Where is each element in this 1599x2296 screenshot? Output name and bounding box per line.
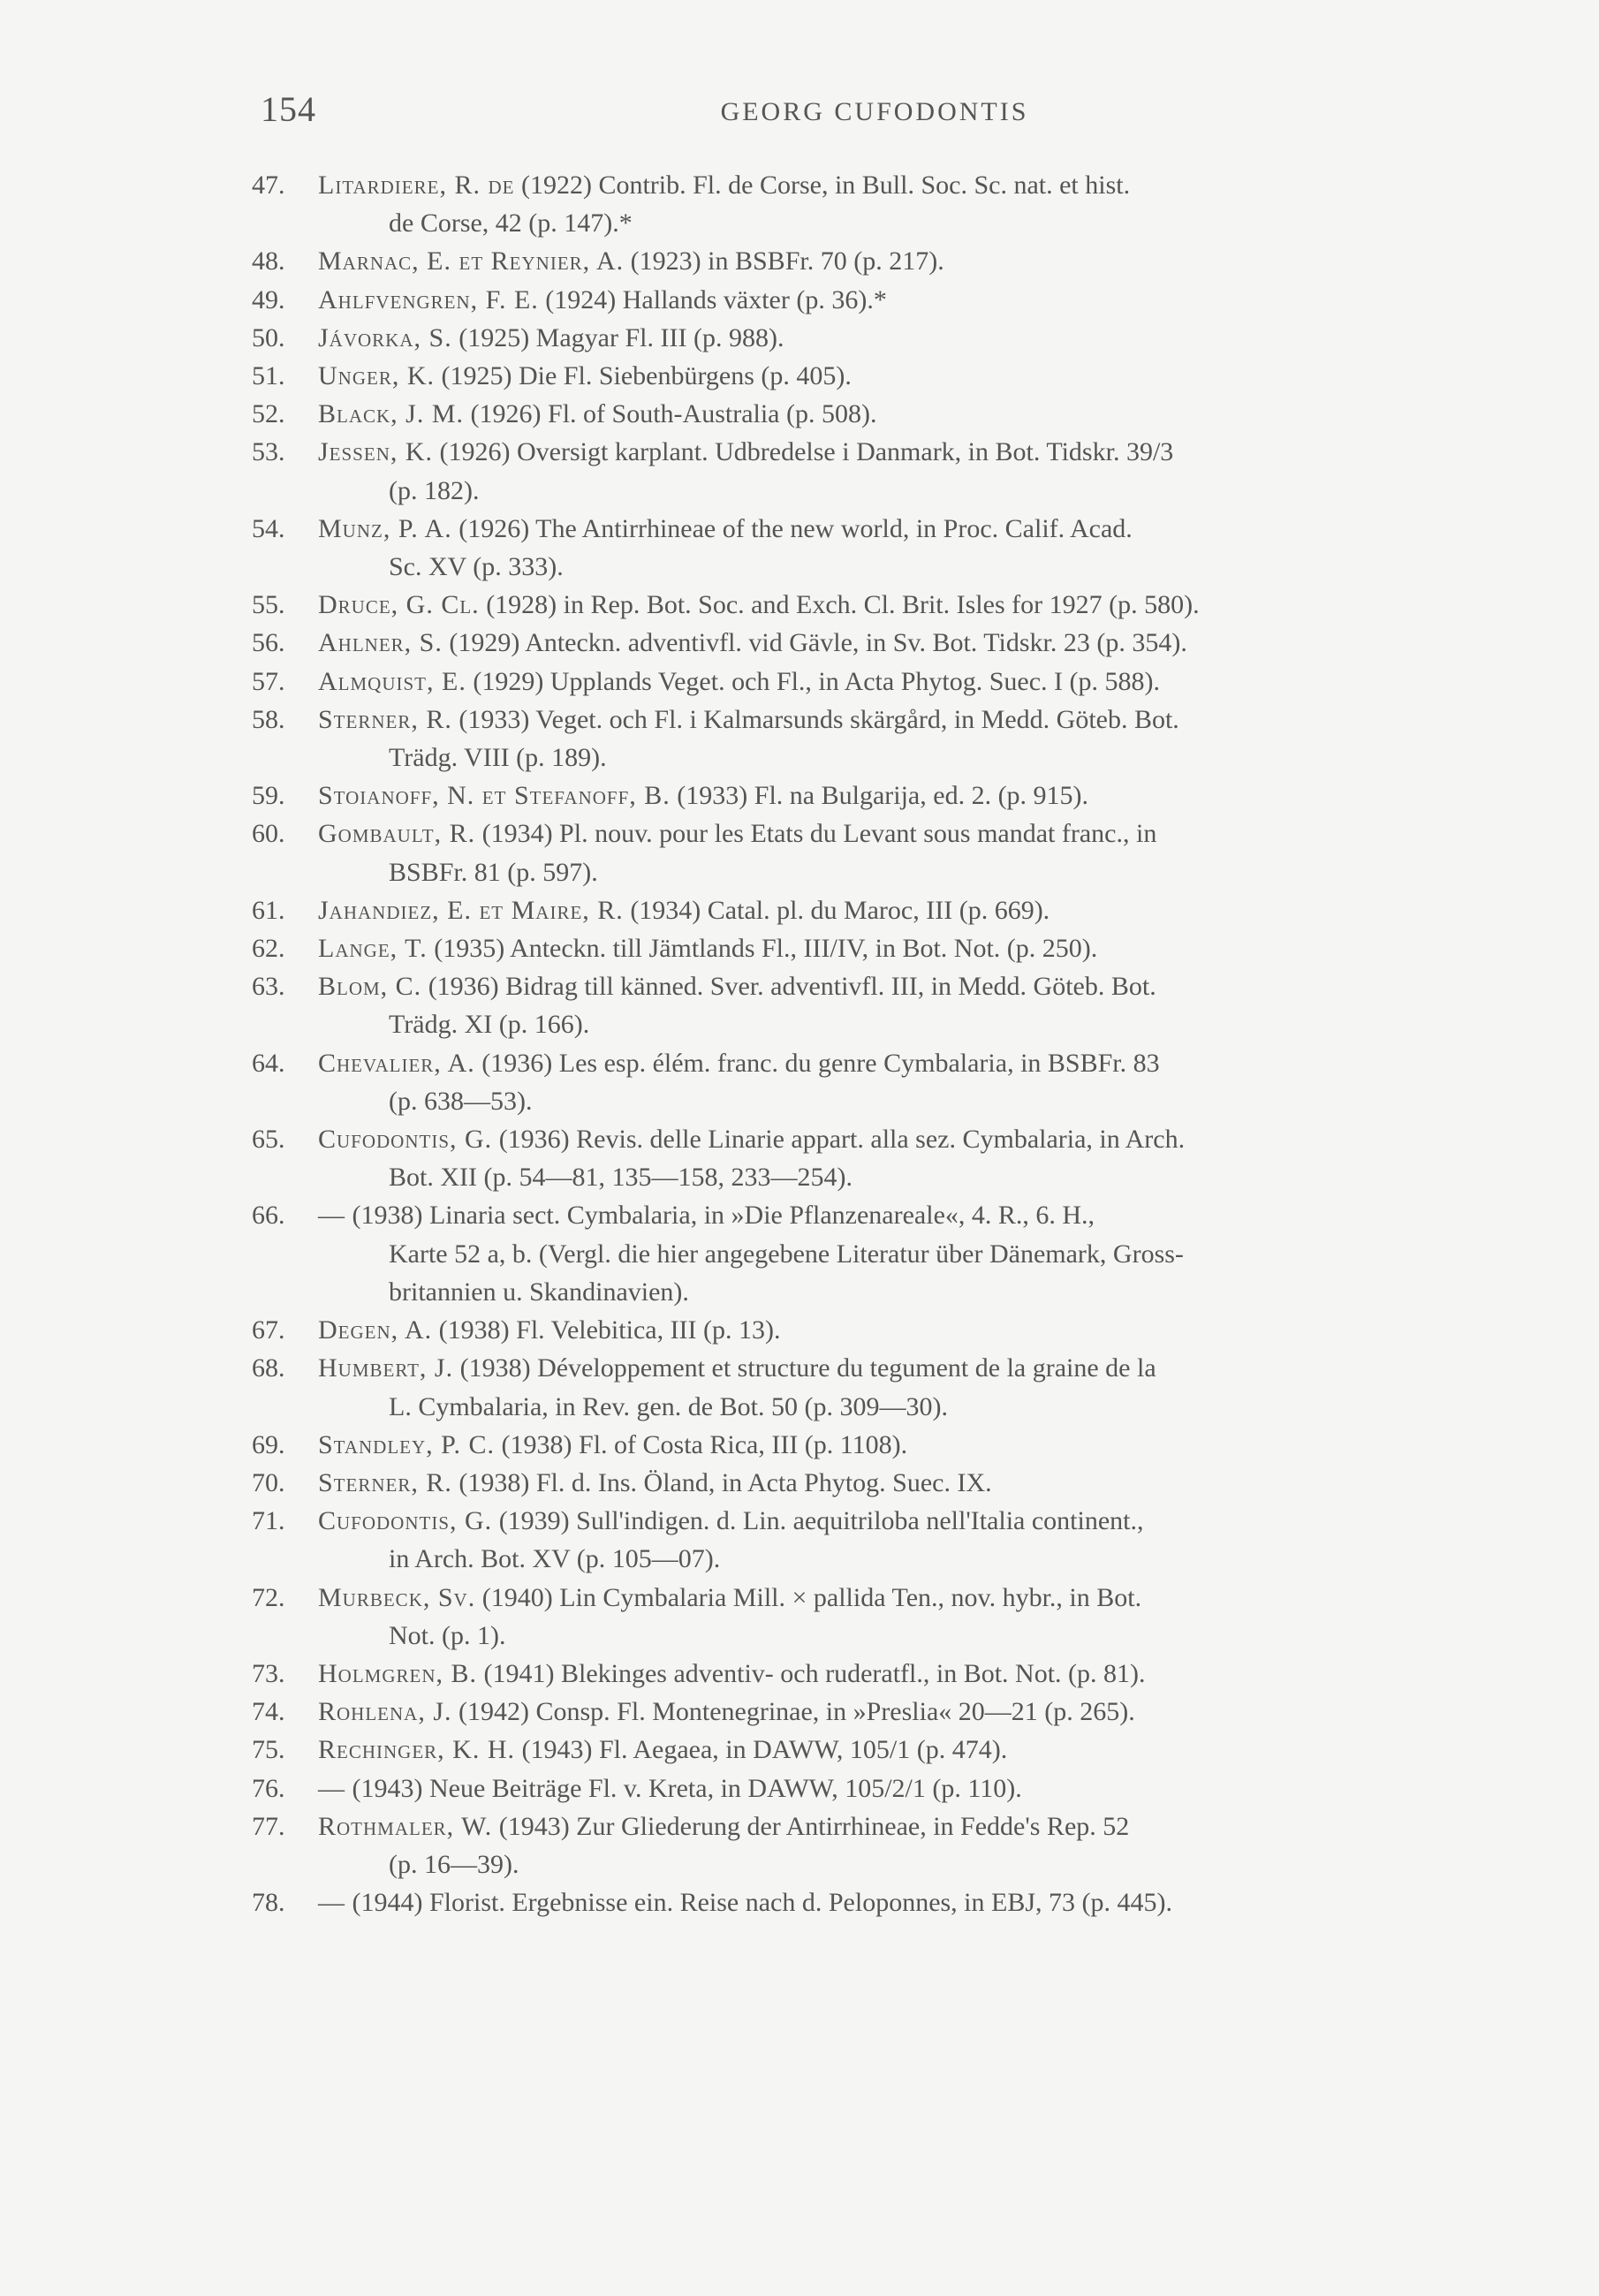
reference-number: 57. [252,666,285,696]
reference-number: 74. [252,1697,285,1727]
reference-citation: (1926) Oversigt karplant. Udbredelse i Danmark, in Bot. Tidskr. 39/3 [433,437,1174,467]
reference-line [318,433,1480,471]
reference-line [318,815,1480,852]
reference-entry [252,701,1480,777]
reference-author: Sterner, R. [318,1467,452,1497]
reference-author: Holmgren, B. [318,1658,478,1688]
reference-text [318,433,1480,509]
reference-continuation: Not. (p. 1). [389,1620,506,1650]
reference-line [318,395,1480,433]
reference-author: Gombault, R. [318,819,476,849]
reference-text [318,1349,1480,1425]
reference-number: 50. [252,322,285,352]
reference-citation: (1938) Fl. of Costa Rica, III (p. 1108). [495,1429,908,1459]
reference-citation: (1935) Anteckn. till Jämtlands Fl., III/IV, in Bot. Not. (p. 250). [427,934,1098,964]
reference-entry [252,395,1480,433]
reference-entry [252,510,1480,586]
reference-text [318,1426,1480,1464]
reference-text [318,242,1480,280]
reference-citation: (1941) Blekinges adventiv- och ruderatfl., in Bot. Not. (p. 81). [477,1658,1146,1688]
reference-author: Unger, K. [318,361,435,391]
reference-line [318,1655,1480,1693]
reference-entry [252,624,1480,662]
reference-entry [252,1502,1480,1578]
reference-citation: (1938) Linaria sect. Cymbalaria, in »Die Pflanzenareale«, 4. R., 6. H., [345,1201,1095,1231]
reference-line [318,1464,1480,1502]
reference-author: Rohlena, J. [318,1697,452,1727]
reference-continuation: BSBFr. 81 (p. 597). [389,857,598,887]
reference-text [318,815,1480,890]
reference-author: Stoianoff, N. et Stefanoff, B. [318,781,671,811]
reference-line [318,281,1480,319]
reference-number: 78. [252,1888,285,1918]
reference-text [318,1196,1480,1311]
reference-entry [252,586,1480,624]
reference-text [318,281,1480,319]
page-header [261,88,1489,141]
reference-author: Ahlner, S. [318,628,443,658]
reference-citation: (1939) Sull'indigen. d. Lin. aequitriloba nell'Italia continent., [492,1506,1144,1536]
reference-continuation: britannien u. Skandinavien). [389,1277,689,1307]
reference-author: Jávorka, S. [318,322,452,352]
reference-continuation: in Arch. Bot. XV (p. 105—07). [389,1544,721,1574]
reference-citation: (1938) Développement et structure du tegument de la graine de la [453,1353,1156,1383]
running-title: GEORG CUFODONTIS [720,97,1029,126]
reference-citation: (1928) in Rep. Bot. Soc. and Exch. Cl. Brit. Isles for 1927 (p. 580). [479,590,1200,620]
reference-text [318,1731,1480,1769]
reference-line [318,242,1480,280]
reference-number: 71. [252,1506,285,1536]
reference-number: 72. [252,1582,285,1612]
reference-author: Marnac, E. et Reynier, A. [318,246,625,277]
reference-author: — [318,1773,345,1803]
reference-number: 64. [252,1048,285,1078]
reference-citation: (1925) Die Fl. Siebenbürgens (p. 405). [435,361,852,391]
reference-number: 77. [252,1811,285,1841]
reference-author: — [318,1888,345,1918]
reference-entry [252,1311,1480,1349]
reference-entry [252,1196,1480,1311]
reference-number: 70. [252,1467,285,1497]
reference-entry [252,1044,1480,1120]
page-number: 154 [261,89,316,129]
reference-number: 51. [252,361,285,391]
reference-text [318,1807,1480,1883]
reference-entry [252,891,1480,929]
reference-text [318,929,1480,967]
reference-line [318,1426,1480,1464]
reference-continuation: Trädg. XI (p. 166). [389,1010,590,1040]
reference-text [318,1464,1480,1502]
reference-line [318,1311,1480,1349]
reference-number: 76. [252,1773,285,1803]
reference-entry [252,1579,1480,1655]
reference-citation: (1926) Fl. of South-Australia (p. 508). [464,399,877,429]
reference-line [318,1769,1480,1807]
reference-number: 56. [252,628,285,658]
reference-author: Cufodontis, G. [318,1506,493,1536]
reference-citation: (1936) Bidrag till känned. Sver. adventivfl. III, in Medd. Göteb. Bot. [421,972,1156,1002]
reference-continuation: (p. 182). [389,475,480,505]
reference-text [318,357,1480,395]
reference-number: 47. [252,170,285,200]
reference-citation: (1944) Florist. Ergebnisse ein. Reise nach d. Peloponnes, in EBJ, 73 (p. 445). [345,1888,1173,1918]
reference-citation: (1943) Zur Gliederung der Antirrhineae, in Fedde's Rep. 52 [492,1811,1130,1841]
reference-entry [252,967,1480,1043]
reference-line [318,777,1480,815]
reference-number: 65. [252,1125,285,1155]
reference-citation: (1929) Anteckn. adventivfl. vid Gävle, in Sv. Bot. Tidskr. 23 (p. 354). [442,628,1187,658]
reference-entry [252,1426,1480,1464]
reference-entry [252,1807,1480,1883]
reference-entry [252,663,1480,701]
reference-citation: (1943) Neue Beiträge Fl. v. Kreta, in DAWW, 105/2/1 (p. 110). [345,1773,1022,1803]
reference-number: 60. [252,819,285,849]
reference-author: Chevalier, A. [318,1048,475,1078]
reference-line [318,1120,1480,1158]
reference-text [318,663,1480,701]
reference-citation: (1926) The Antirrhineae of the new world, in Proc. Calif. Acad. [451,513,1133,543]
reference-line [318,1579,1480,1617]
reference-entry [252,1693,1480,1731]
reference-number: 69. [252,1429,285,1459]
reference-entry [252,357,1480,395]
reference-line [318,624,1480,662]
reference-continuation: de Corse, 42 (p. 147).* [389,208,633,239]
reference-text [318,1044,1480,1120]
reference-text [318,624,1480,662]
reference-line [318,1807,1480,1845]
reference-number: 55. [252,590,285,620]
reference-citation: (1924) Hallands växter (p. 36).* [538,284,887,314]
reference-number: 63. [252,972,285,1002]
reference-citation: (1936) Revis. delle Linarie appart. alla sez. Cymbalaria, in Arch. [492,1125,1186,1155]
reference-text [318,701,1480,777]
reference-citation: (1923) in BSBFr. 70 (p. 217). [624,246,944,277]
reference-line [318,929,1480,967]
reference-number: 54. [252,513,285,543]
reference-entry [252,319,1480,357]
reference-author: Munz, P. A. [318,513,452,543]
reference-author: Lange, T. [318,934,428,964]
reference-number: 53. [252,437,285,467]
reference-citation: (1934) Catal. pl. du Maroc, III (p. 669). [623,895,1050,925]
reference-text [318,1311,1480,1349]
reference-continuation: (p. 16—39). [389,1849,519,1879]
reference-citation: (1938) Fl. d. Ins. Öland, in Acta Phytog. Suec. IX. [451,1467,992,1497]
reference-line [318,967,1480,1005]
reference-number: 48. [252,246,285,277]
reference-entry [252,777,1480,815]
reference-number: 68. [252,1353,285,1383]
reference-text [318,1693,1480,1731]
reference-entry [252,1120,1480,1196]
reference-author: Humbert, J. [318,1353,454,1383]
reference-citation: (1943) Fl. Aegaea, in DAWW, 105/1 (p. 474). [515,1735,1008,1765]
reference-citation: (1933) Fl. na Bulgarija, ed. 2. (p. 915). [670,781,1089,811]
reference-citation: (1934) Pl. nouv. pour les Etats du Levant sous mandat franc., in [475,819,1157,849]
reference-author: Ahlfvengren, F. E. [318,284,539,314]
reference-text [318,1655,1480,1693]
reference-author: Standley, P. C. [318,1429,496,1459]
reference-text [318,319,1480,357]
reference-text [318,1883,1480,1921]
reference-number: 62. [252,934,285,964]
reference-text [318,586,1480,624]
reference-entry [252,1349,1480,1425]
reference-number: 61. [252,895,285,925]
reference-number: 66. [252,1201,285,1231]
reference-citation: (1936) Les esp. élém. franc. du genre Cymbalaria, in BSBFr. 83 [474,1048,1160,1078]
reference-text [318,1120,1480,1196]
reference-line [318,701,1480,739]
reference-citation: (1922) Contrib. Fl. de Corse, in Bull. Soc. Sc. nat. et hist. [514,170,1131,200]
reference-citation: (1938) Fl. Velebitica, III (p. 13). [432,1315,781,1345]
reference-entry [252,1655,1480,1693]
reference-text [318,777,1480,815]
reference-author: Sterner, R. [318,704,452,734]
reference-author: Degen, A. [318,1315,433,1345]
reference-continuation: Karte 52 a, b. (Vergl. die hier angegebene Literatur über Dänemark, Gross- [389,1239,1184,1269]
reference-text [318,967,1480,1043]
reference-number: 49. [252,284,285,314]
reference-number: 59. [252,781,285,811]
reference-continuation: Sc. XV (p. 333). [389,552,564,582]
reference-entry [252,1769,1480,1807]
reference-entry [252,433,1480,509]
reference-line [318,891,1480,929]
reference-text [318,166,1480,242]
reference-line [318,357,1480,395]
reference-text [318,1769,1480,1807]
reference-author: Jessen, K. [318,437,434,467]
reference-entry [252,929,1480,967]
reference-line [318,1349,1480,1387]
reference-number: 67. [252,1315,285,1345]
reference-citation: (1925) Magyar Fl. III (p. 988). [451,322,784,352]
reference-author: Rechinger, K. H. [318,1735,515,1765]
reference-continuation: Trädg. VIII (p. 189). [389,743,607,773]
reference-line [318,510,1480,548]
reference-text [318,395,1480,433]
reference-line [318,586,1480,624]
reference-author: Black, J. M. [318,399,465,429]
reference-line [318,319,1480,357]
reference-citation: (1942) Consp. Fl. Montenegrinae, in »Preslia« 20—21 (p. 265). [451,1697,1135,1727]
reference-line [318,663,1480,701]
reference-entry [252,1883,1480,1921]
reference-number: 58. [252,704,285,734]
reference-line [318,1044,1480,1082]
reference-text [318,510,1480,586]
reference-author: Almquist, E. [318,666,466,696]
reference-text [318,1502,1480,1578]
reference-author: Jahandiez, E. et Maire, R. [318,895,624,925]
reference-continuation: (p. 638—53). [389,1086,533,1116]
reference-line [318,1731,1480,1769]
reference-line [318,1883,1480,1921]
reference-continuation: Bot. XII (p. 54—81, 135—158, 233—254). [389,1163,853,1193]
reference-author: Druce, G. Cl. [318,590,480,620]
reference-text [318,1579,1480,1655]
reference-number: 52. [252,399,285,429]
reference-entry [252,1731,1480,1769]
reference-list [252,166,1480,1921]
reference-line [318,1502,1480,1540]
reference-author: — [318,1201,345,1231]
reference-citation: (1940) Lin Cymbalaria Mill. × pallida Ten., nov. hybr., in Bot. [475,1582,1142,1612]
reference-line [318,1693,1480,1731]
reference-line [318,166,1480,204]
reference-line [318,1196,1480,1234]
reference-text [318,891,1480,929]
reference-continuation: L. Cymbalaria, in Rev. gen. de Bot. 50 (p. 309—30). [389,1391,948,1421]
reference-entry [252,281,1480,319]
reference-number: 75. [252,1735,285,1765]
reference-citation: (1929) Upplands Veget. och Fl., in Acta Phytog. Suec. I (p. 588). [466,666,1161,696]
reference-entry [252,1464,1480,1502]
reference-author: Blom, C. [318,972,422,1002]
reference-number: 73. [252,1658,285,1688]
reference-author: Rothmaler, W. [318,1811,493,1841]
reference-entry [252,242,1480,280]
reference-author: Murbeck, Sv. [318,1582,476,1612]
reference-entry [252,815,1480,890]
reference-entry [252,166,1480,242]
reference-citation: (1933) Veget. och Fl. i Kalmarsunds skärgård, in Medd. Göteb. Bot. [451,704,1179,734]
reference-author: Litardiere, R. de [318,170,515,200]
reference-author: Cufodontis, G. [318,1125,493,1155]
